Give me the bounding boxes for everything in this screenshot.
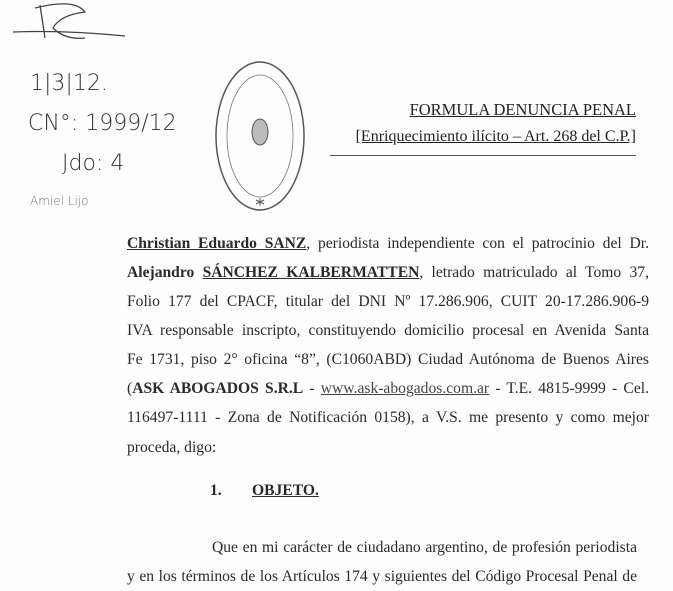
intro-line-2: [127, 264, 649, 283]
body-line-2: y en los términos de los Artículos 174 y siguientes del Código Procesal Penal de: [127, 568, 637, 585]
lawyer-last-name: SÁNCHEZ KALBERMATTEN: [202, 264, 420, 281]
text: , periodista independiente con el patrocinio del Dr.: [306, 235, 649, 252]
intro-line-3: Folio 177 del CPACF, titular del DNI Nº 17.286.906, CUIT 20-17.286.906-9: [127, 293, 649, 310]
header-divider: [330, 155, 636, 156]
court-stamp: [214, 60, 306, 212]
intro-line-5: Fe 1731, piso 2° oficina “8”, (C1060ABD) Ciudad Autónoma de Buenos Aires: [127, 351, 649, 368]
body-line-1: Que en mi carácter de ciudadano argentino, de profesión periodista: [212, 539, 637, 556]
signature: [5, 0, 135, 50]
intro-line-7: 116497-1111 - Zona de Notificación 0158), a V.S. me presento y como mejor: [127, 409, 649, 426]
handwritten-case-number: CN°: 1999/12: [28, 111, 177, 136]
section-number: 1.: [210, 482, 222, 499]
intro-line-6: [127, 380, 649, 399]
text: (: [127, 380, 133, 397]
section-heading: OBJETO.: [252, 482, 319, 499]
handwritten-judge: Amiel Lijo: [30, 194, 89, 208]
handwritten-court: Jdo: 4: [62, 151, 125, 176]
intro-line-8: proceda, digo:: [127, 439, 217, 456]
text: - T.E. 4815-9999 - Cel.: [489, 380, 649, 397]
document-subtitle: [Enriquecimiento ilícito – Art. 268 del C.P.]: [355, 128, 636, 145]
website-link[interactable]: www.ask-abogados.com.ar: [320, 380, 490, 397]
intro-line-4: IVA responsable inscripto, constituyendo domicilio procesal en Avenida Santa: [127, 322, 649, 339]
text: , letrado matriculado al Tomo 37,: [419, 264, 649, 281]
text: -: [303, 380, 321, 397]
document-title: FORMULA DENUNCIA PENAL: [409, 100, 636, 119]
lawyer-first-name: Alejandro: [127, 264, 195, 281]
firm-name: ASK ABOGADOS S.R.L: [132, 380, 304, 397]
intro-line-1: [127, 235, 649, 254]
handwritten-date: 1|3|12.: [30, 71, 108, 96]
complainant-name: Christian Eduardo SANZ: [127, 235, 307, 252]
